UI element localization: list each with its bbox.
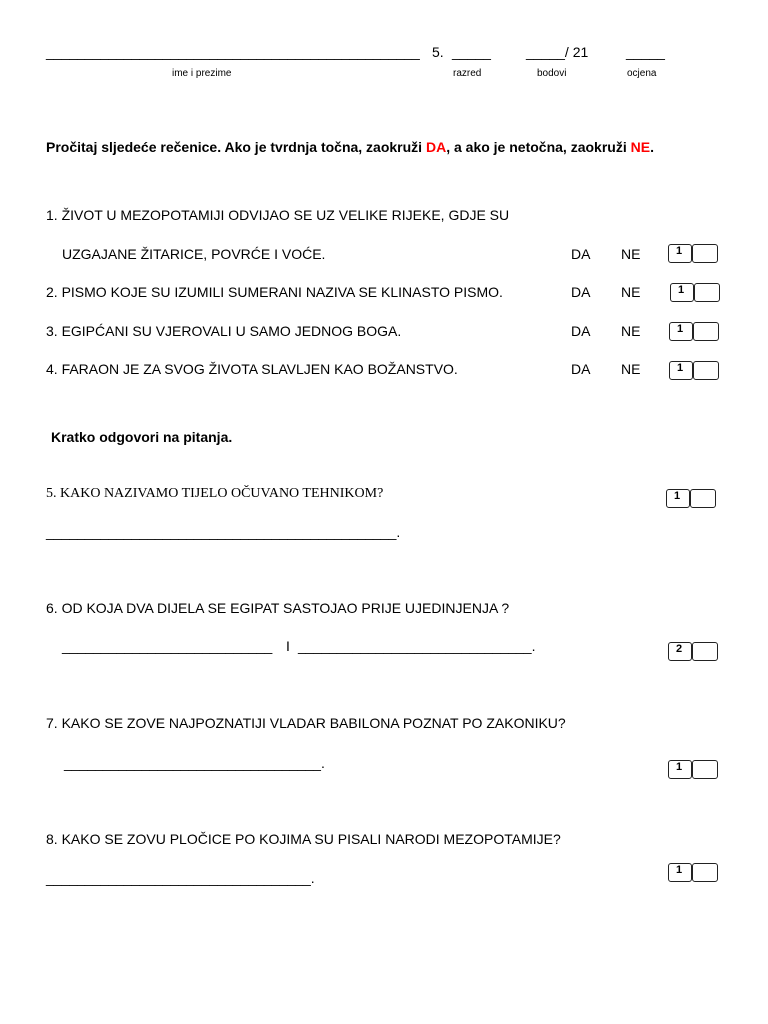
name-label: ime i prezime bbox=[172, 68, 232, 79]
score-box-7 bbox=[668, 760, 718, 779]
tf-3-ne-option[interactable]: NE bbox=[621, 323, 641, 339]
mark-label: ocjena bbox=[627, 68, 657, 79]
question-8: 8. KAKO SE ZOVU PLOČICE PO KOJIMA SU PISALI NARODI MEZOPOTAMIJE? bbox=[46, 831, 561, 847]
score-points-2: 1 bbox=[677, 284, 685, 296]
points-line[interactable]: _____/ 21 bbox=[526, 44, 589, 60]
tf-3-da-option[interactable]: DA bbox=[571, 323, 591, 339]
score-input-3[interactable] bbox=[693, 322, 719, 341]
instruction-text-part2: , a ako je netočna, zaokruži bbox=[446, 139, 631, 155]
score-box-2 bbox=[670, 283, 720, 302]
score-input-5[interactable] bbox=[690, 489, 716, 508]
score-input-1[interactable] bbox=[692, 244, 718, 263]
score-box-5 bbox=[666, 489, 716, 508]
name-line[interactable]: ________________________________________________ bbox=[46, 44, 420, 60]
instruction-da: DA bbox=[425, 139, 447, 155]
tf-question-1-line2: UZGAJANE ŽITARICE, POVRĆE I VOĆE. bbox=[62, 246, 326, 262]
score-input-6[interactable] bbox=[692, 642, 718, 661]
answer-line-6a[interactable]: ___________________________ bbox=[62, 638, 273, 654]
tf-4-ne-option[interactable]: NE bbox=[621, 361, 641, 377]
answer-line-7[interactable]: _________________________________. bbox=[64, 755, 325, 771]
score-input-8[interactable] bbox=[692, 863, 718, 882]
tf-question-4: 4. FARAON JE ZA SVOG ŽIVOTA SLAVLJEN KAO BOŽANSTVO. bbox=[46, 361, 458, 377]
answer-line-8[interactable]: __________________________________. bbox=[46, 870, 315, 886]
tf-4-da-option[interactable]: DA bbox=[571, 361, 591, 377]
question-7: 7. KAKO SE ZOVE NAJPOZNATIJI VLADAR BABILONA POZNAT PO ZAKONIKU? bbox=[46, 715, 566, 731]
answer-separator-6: I bbox=[286, 638, 290, 654]
tf-question-3: 3. EGIPĆANI SU VJEROVALI U SAMO JEDNOG BOGA. bbox=[46, 323, 402, 339]
tf-question-1-line1: 1. ŽIVOT U MEZOPOTAMIJI ODVIJAO SE UZ VELIKE RIJEKE, GDJE SU bbox=[46, 207, 510, 223]
score-points-6: 2 bbox=[675, 643, 683, 655]
score-box-3 bbox=[669, 322, 719, 341]
instruction-true-false bbox=[46, 139, 654, 155]
tf-2-da-option[interactable]: DA bbox=[571, 284, 591, 300]
score-box-8 bbox=[668, 863, 718, 882]
instruction-text-part1: Pročitaj sljedeće rečenice. Ako je tvrdnja točna, zaokruži bbox=[46, 139, 426, 155]
tf-1-da-option[interactable]: DA bbox=[571, 246, 591, 262]
score-box-4 bbox=[669, 361, 719, 380]
score-input-7[interactable] bbox=[692, 760, 718, 779]
score-points-5: 1 bbox=[673, 490, 681, 502]
answer-line-5[interactable]: _____________________________________________. bbox=[46, 524, 401, 540]
score-input-4[interactable] bbox=[693, 361, 719, 380]
instruction-short-answer: Kratko odgovori na pitanja. bbox=[51, 429, 233, 445]
score-points-1: 1 bbox=[675, 245, 683, 257]
points-label: bodovi bbox=[537, 68, 567, 79]
score-points-3: 1 bbox=[676, 323, 684, 335]
score-box-6 bbox=[668, 642, 718, 661]
score-input-2[interactable] bbox=[694, 283, 720, 302]
tf-1-ne-option[interactable]: NE bbox=[621, 246, 641, 262]
tf-question-2: 2. PISMO KOJE SU IZUMILI SUMERANI NAZIVA SE KLINASTO PISMO. bbox=[46, 284, 503, 300]
score-box-1 bbox=[668, 244, 718, 263]
question-6: 6. OD KOJA DVA DIJELA SE EGIPAT SASTOJAO PRIJE UJEDINJENJA ? bbox=[46, 600, 510, 616]
grade-number: 5. bbox=[432, 44, 444, 60]
score-points-8: 1 bbox=[675, 864, 683, 876]
score-points-4: 1 bbox=[676, 362, 684, 374]
score-points-7: 1 bbox=[675, 761, 683, 773]
instruction-ne: NE bbox=[630, 139, 651, 155]
answer-line-6b[interactable]: ______________________________. bbox=[298, 638, 536, 654]
grade-line[interactable]: _____ bbox=[452, 44, 491, 60]
question-5: 5. KAKO NAZIVAMO TIJELO OČUVANO TEHNIKOM? bbox=[46, 486, 384, 501]
grade-label: razred bbox=[453, 68, 482, 79]
tf-2-ne-option[interactable]: NE bbox=[621, 284, 641, 300]
mark-line[interactable]: _____ bbox=[626, 44, 665, 60]
instruction-text-part3: . bbox=[650, 139, 654, 155]
